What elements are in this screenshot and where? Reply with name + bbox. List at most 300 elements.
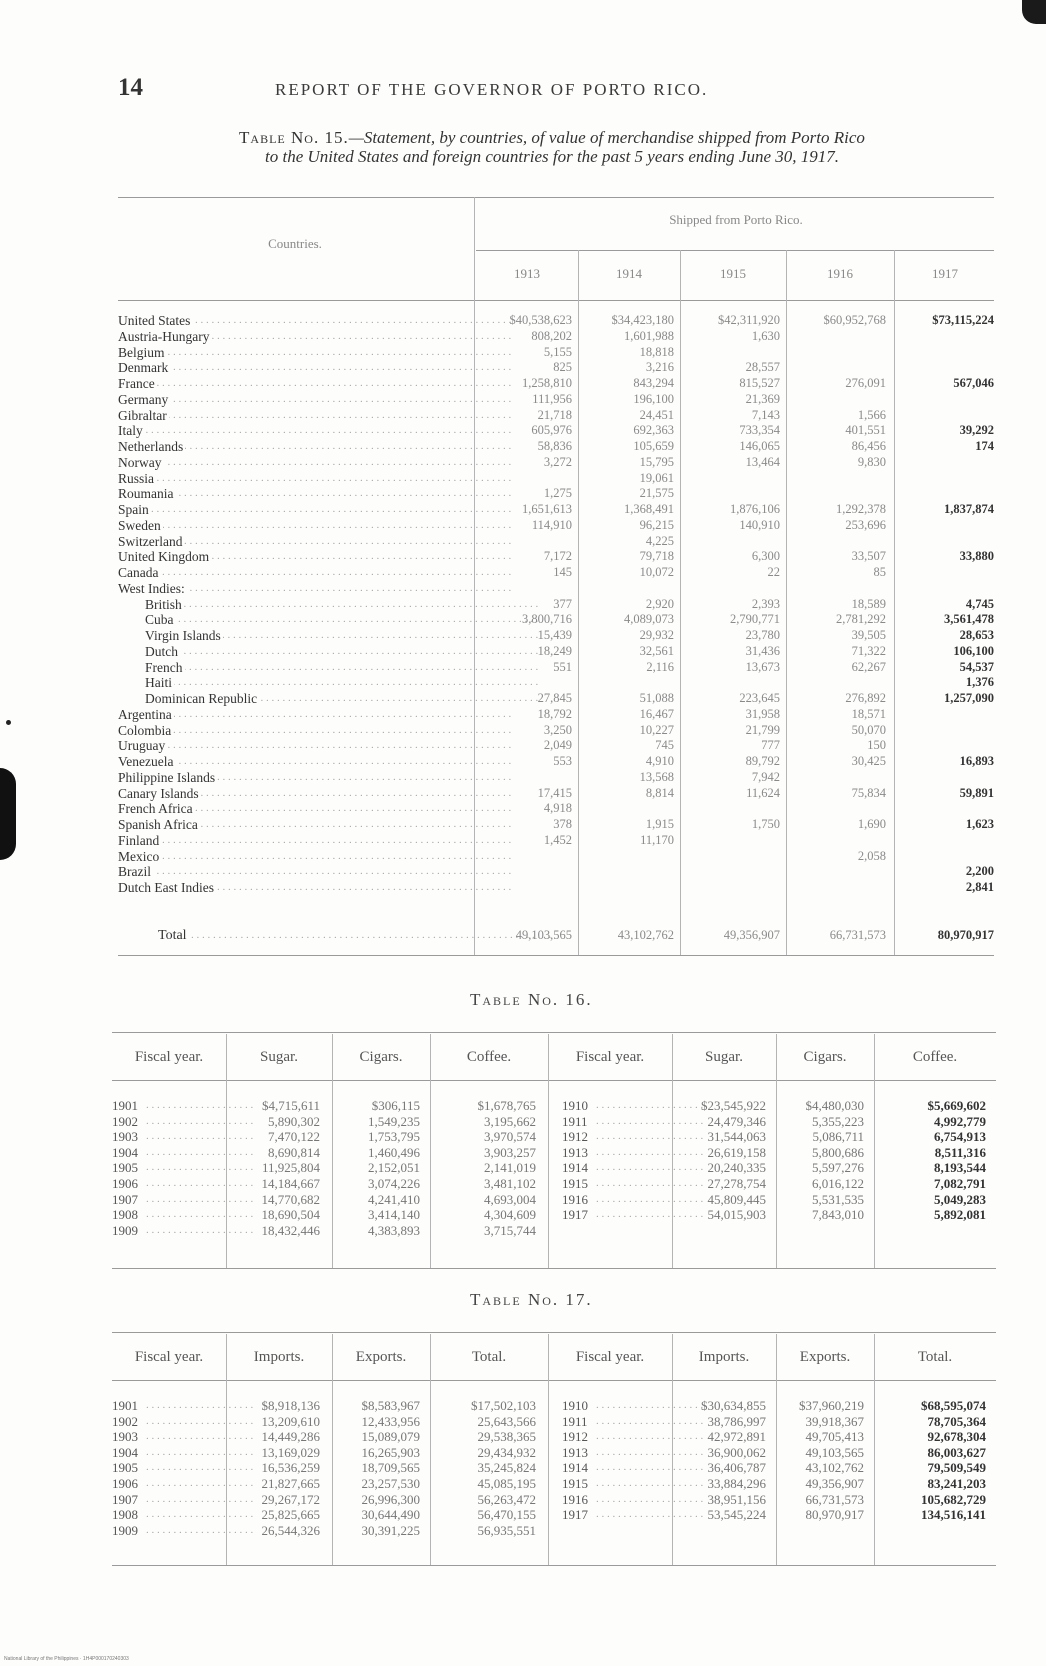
- table15-total-cell: 49,103,565: [515, 928, 572, 942]
- table16-fiscal-year: 1901: [112, 1098, 138, 1113]
- table15-value-cell: 11,170: [640, 833, 674, 847]
- table15-value-cell: 85: [873, 565, 886, 579]
- table15-value-cell: 1,601,988: [624, 329, 674, 343]
- table17-fiscal-year: 1901: [112, 1398, 138, 1413]
- table16-sugar-cell: 14,184,667: [261, 1176, 320, 1191]
- table15-label: Table No. 15.: [239, 128, 349, 147]
- table15-value-cell: 33,507: [851, 549, 886, 563]
- table17-leader-dots: . . . . . . . . . . . . . . . . . . . .: [596, 1493, 704, 1505]
- table15-value-cell: 7,172: [543, 549, 572, 563]
- table16-cigars-cell: 4,383,893: [368, 1223, 420, 1238]
- table17-total-cell: 45,085,195: [477, 1476, 536, 1491]
- table15-value-cell: 843,294: [633, 376, 674, 390]
- table15-value-cell: 39,505: [851, 628, 886, 642]
- table16-sugar-cell: 18,432,446: [261, 1223, 320, 1238]
- table15-bottom-rule: [118, 955, 994, 956]
- table15-value-cell: 9,830: [857, 455, 886, 469]
- table15-country-label: Gibraltar . . .: [118, 408, 470, 424]
- table16-coffee-cell: 5,892,081: [934, 1207, 986, 1222]
- table15-value-cell: 96,215: [639, 518, 674, 532]
- table17-total-cell: 56,263,472: [477, 1492, 536, 1507]
- table16-leader-dots: . . . . . . . . . . . . . . . . . . . .: [146, 1146, 254, 1158]
- table15-value-cell: 31,958: [745, 707, 780, 721]
- table15-value-cell: 33,880: [959, 549, 994, 563]
- table15-value-cell: $73,115,224: [932, 313, 994, 327]
- table16-coffee-cell: $1,678,765: [477, 1098, 536, 1113]
- table15-value-cell: 605,976: [531, 423, 572, 437]
- table15-value-cell: 23,780: [745, 628, 780, 642]
- table16-column-header: Coffee.: [466, 1049, 512, 1065]
- table15-value-cell: 1,630: [751, 329, 780, 343]
- table17-column-header: Total.: [471, 1349, 507, 1365]
- table16-fiscal-year: 1909: [112, 1223, 138, 1238]
- table16-fiscal-year: 1917: [562, 1207, 588, 1222]
- table16-cigars-cell: 5,800,686: [812, 1145, 864, 1160]
- table16-coffee-cell: 8,193,544: [934, 1160, 986, 1175]
- table15-country-label: Denmark . . .: [118, 360, 470, 376]
- table16-fiscal-year: 1912: [562, 1129, 588, 1144]
- table17-imports-cell: 29,267,172: [261, 1492, 320, 1507]
- table15-value-cell: 13,464: [745, 455, 780, 469]
- table15-value-cell: 733,354: [739, 423, 780, 437]
- table17-total-cell: 35,245,824: [477, 1460, 536, 1475]
- table15-value-cell: 11,624: [746, 786, 780, 800]
- table17-imports-cell: 13,169,029: [261, 1445, 320, 1460]
- table15-value-cell: 401,551: [845, 423, 886, 437]
- table15-value-cell: 3,216: [645, 360, 674, 374]
- table15-country-label: Haiti . . .: [145, 675, 470, 691]
- table15-value-cell: 50,070: [851, 723, 886, 737]
- table16-sugar-cell: 7,470,122: [268, 1129, 320, 1144]
- table16-cigars-cell: 1,753,795: [368, 1129, 420, 1144]
- table15-value-cell: $34,423,180: [611, 313, 674, 327]
- table16-fiscal-year: 1915: [562, 1176, 588, 1191]
- table16-fiscal-year: 1916: [562, 1192, 588, 1207]
- table17-fiscal-year: 1913: [562, 1445, 588, 1460]
- table15-value-cell: 13,673: [745, 660, 780, 674]
- table17-fiscal-year: 1916: [562, 1492, 588, 1507]
- table15-total-cell: 66,731,573: [829, 928, 886, 942]
- table16-sugar-cell: 5,890,302: [268, 1114, 320, 1129]
- table15-value-cell: 1,452: [543, 833, 572, 847]
- table15-year-header: 1917: [932, 266, 958, 281]
- table17-exports-cell: 30,644,490: [361, 1507, 420, 1522]
- table15-country-label: Venezuela . . .: [118, 754, 470, 770]
- table17-total-cell: 56,470,155: [477, 1507, 536, 1522]
- table16-column-header: Cigars.: [359, 1049, 403, 1065]
- table15-value-cell: 28,653: [959, 628, 994, 642]
- table15-total-cell: 43,102,762: [617, 928, 674, 942]
- table17-total-cell: 25,643,566: [477, 1414, 536, 1429]
- table15-value-cell: 551: [553, 660, 572, 674]
- table15-value-cell: 3,561,478: [944, 612, 994, 626]
- table17-leader-dots: . . . . . . . . . . . . . . . . . . . .: [596, 1430, 704, 1442]
- table15-value-cell: 89,792: [745, 754, 780, 768]
- table15-value-cell: 4,910: [645, 754, 674, 768]
- table17-total-cell: 86,003,627: [927, 1445, 986, 1460]
- table15-value-cell: 29,932: [639, 628, 674, 642]
- table17-imports-cell: 13,209,610: [261, 1414, 320, 1429]
- table15-value-cell: 1,258,810: [522, 376, 572, 390]
- table17-fiscal-year: 1903: [112, 1429, 138, 1444]
- table16-sugar-cell: 18,690,504: [261, 1207, 320, 1222]
- table17-column-header: Imports.: [253, 1349, 305, 1365]
- table16-sugar-cell: 8,690,814: [268, 1145, 320, 1160]
- table15-total-cell: 80,970,917: [937, 928, 994, 942]
- scan-credit: National Library of the Philippines · 1H4P000170240303: [4, 1656, 129, 1662]
- table15-value-cell: 1,915: [645, 817, 674, 831]
- table15-value-cell: 19,061: [639, 471, 674, 485]
- table15-group-header: Shipped from Porto Rico.: [669, 212, 803, 227]
- table15-value-cell: 18,571: [851, 707, 886, 721]
- table15-value-cell: 4,225: [645, 534, 674, 548]
- table17-imports-cell: $30,634,855: [701, 1398, 766, 1413]
- table15-value-cell: 808,202: [531, 329, 572, 343]
- table15-country-label: Russia . . .: [118, 471, 470, 487]
- table15-country-label: Dominican Republic . . .: [145, 691, 470, 707]
- table15-country-label: French . . .: [145, 660, 470, 676]
- table17-imports-cell: 25,825,665: [261, 1507, 320, 1522]
- table17-total-cell: $17,502,103: [471, 1398, 536, 1413]
- table15-country-label: Dutch East Indies . . .: [118, 880, 470, 896]
- scan-edge-shadow: [1022, 0, 1046, 24]
- table17-total-cell: 79,509,549: [927, 1460, 986, 1475]
- table16-fiscal-year: 1906: [112, 1176, 138, 1191]
- table16-cigars-cell: 1,460,496: [368, 1145, 420, 1160]
- table17-column-header: Exports.: [355, 1349, 407, 1365]
- table15-total-cell: 49,356,907: [723, 928, 780, 942]
- table17-leader-dots: . . . . . . . . . . . . . . . . . . . .: [146, 1508, 254, 1520]
- table16-sugar-cell: 54,015,903: [707, 1207, 766, 1222]
- table16-coffee-cell: 2,141,019: [484, 1160, 536, 1175]
- table15-value-cell: 39,292: [959, 423, 994, 437]
- table15-value-cell: 1,837,874: [944, 502, 994, 516]
- table15-value-cell: 825: [553, 360, 572, 374]
- table15-country-label: Switzerland . . .: [118, 534, 470, 550]
- table17-column-header: Imports.: [698, 1349, 750, 1365]
- table17-exports-cell: 15,089,079: [361, 1429, 420, 1444]
- table15-value-cell: 7,942: [751, 770, 780, 784]
- table15-value-cell: 378: [553, 817, 572, 831]
- table15-value-cell: 2,790,771: [730, 612, 780, 626]
- table17-column-header: Total.: [917, 1349, 953, 1365]
- table15-value-cell: 27,845: [537, 691, 572, 705]
- table16-sugar-cell: 11,925,804: [261, 1160, 320, 1175]
- table17-fiscal-year: 1904: [112, 1445, 138, 1460]
- table16-leader-dots: . . . . . . . . . . . . . . . . . . . .: [146, 1099, 254, 1111]
- table15-value-cell: 8,814: [645, 786, 674, 800]
- table16-top-rule: [112, 1032, 996, 1033]
- table16-cigars-cell: 5,531,535: [812, 1192, 864, 1207]
- table17-col-rule: [548, 1334, 549, 1565]
- table15-value-cell: 2,116: [646, 660, 674, 674]
- table16-cigars-cell: 5,597,276: [812, 1160, 864, 1175]
- table16-leader-dots: . . . . . . . . . . . . . . . . . . . .: [146, 1115, 254, 1127]
- table16-cigars-cell: $4,480,030: [805, 1098, 864, 1113]
- scan-binding-shadow: [0, 768, 16, 860]
- table15-country-label: France . . .: [118, 376, 470, 392]
- table15-title-line1: —Statement, by countries, of value of merchandise shipped from Porto Rico: [348, 128, 865, 147]
- table15-value-cell: 111,956: [532, 392, 572, 406]
- table17-leader-dots: . . . . . . . . . . . . . . . . . . . .: [146, 1430, 254, 1442]
- table15-top-rule: [118, 197, 994, 198]
- table15-value-cell: 1,566: [857, 408, 886, 422]
- table15-country-label: Austria-Hungary . . .: [118, 329, 470, 345]
- table15-country-label: United Kingdom . . .: [118, 549, 470, 565]
- table15-value-cell: 51,088: [639, 691, 674, 705]
- table16-coffee-cell: 6,754,913: [934, 1129, 986, 1144]
- table17-imports-cell: 16,536,259: [261, 1460, 320, 1475]
- table15-value-cell: 13,568: [639, 770, 674, 784]
- table15-value-cell: 692,363: [633, 423, 674, 437]
- table15-value-cell: 2,841: [965, 880, 994, 894]
- table16-cigars-cell: 4,241,410: [368, 1192, 420, 1207]
- table15-value-cell: 21,575: [639, 486, 674, 500]
- table15-value-cell: 18,249: [537, 644, 572, 658]
- table16-fiscal-year: 1913: [562, 1145, 588, 1160]
- table15-country-label: Brazil . . .: [118, 864, 470, 880]
- table16-coffee-cell: 3,970,574: [484, 1129, 536, 1144]
- table15-value-cell: 140,910: [739, 518, 780, 532]
- table15-value-cell: 22: [767, 565, 780, 579]
- table17-column-header: Exports.: [799, 1349, 851, 1365]
- table16-sugar-cell: 14,770,682: [261, 1192, 320, 1207]
- table15-value-cell: 4,918: [543, 801, 572, 815]
- table15-country-label: Mexico . . .: [118, 849, 470, 865]
- table17-leader-dots: . . . . . . . . . . . . . . . . . . . .: [596, 1399, 704, 1411]
- table15-value-cell: 16,467: [639, 707, 674, 721]
- table15-value-cell: 105,659: [633, 439, 674, 453]
- table16-coffee-cell: 4,693,004: [484, 1192, 536, 1207]
- table17-fiscal-year: 1908: [112, 1507, 138, 1522]
- table15-value-cell: 1,623: [965, 817, 994, 831]
- table16-leader-dots: . . . . . . . . . . . . . . . . . . . .: [596, 1208, 704, 1220]
- table15-value-cell: 1,376: [965, 675, 994, 689]
- table15-value-cell: 10,072: [639, 565, 674, 579]
- table15-value-cell: 15,439: [537, 628, 572, 642]
- table16-sugar-cell: 27,278,754: [707, 1176, 766, 1191]
- table15-value-cell: 276,091: [845, 376, 886, 390]
- table17-imports-cell: 53,545,224: [707, 1507, 766, 1522]
- table16-sugar-cell: 20,240,335: [707, 1160, 766, 1175]
- table16-coffee-cell: 7,082,791: [934, 1176, 986, 1191]
- table15-value-cell: 17,415: [537, 786, 572, 800]
- table16-coffee-cell: 8,511,316: [934, 1145, 986, 1160]
- table17-exports-cell: 49,356,907: [805, 1476, 864, 1491]
- table16-sugar-cell: 31,544,063: [707, 1129, 766, 1144]
- table15-countries-header: Countries.: [268, 236, 322, 251]
- table17-imports-cell: 38,951,156: [707, 1492, 766, 1507]
- table17-total-cell: 29,434,932: [477, 1445, 536, 1460]
- page-number: 14: [118, 74, 143, 101]
- table15-country-label: Netherlands . . .: [118, 439, 470, 455]
- table17-leader-dots: . . . . . . . . . . . . . . . . . . . .: [146, 1415, 254, 1427]
- table15-total-label: Total . . .: [158, 928, 468, 944]
- table15-country-label: Canada . . .: [118, 565, 470, 581]
- table16-column-header: Sugar.: [260, 1049, 298, 1065]
- table15-value-cell: 1,275: [543, 486, 572, 500]
- table15-value-cell: 28,557: [745, 360, 780, 374]
- table17-exports-cell: 80,970,917: [805, 1507, 864, 1522]
- table15-value-cell: 10,227: [639, 723, 674, 737]
- table16-cigars-cell: 5,086,711: [812, 1129, 864, 1144]
- table16-fiscal-year: 1903: [112, 1129, 138, 1144]
- table17-fiscal-year: 1905: [112, 1460, 138, 1475]
- table16-leader-dots: . . . . . . . . . . . . . . . . . . . .: [596, 1177, 704, 1189]
- table15-value-cell: 815,527: [739, 376, 780, 390]
- table17-leader-dots: . . . . . . . . . . . . . . . . . . . .: [596, 1415, 704, 1427]
- table16-coffee-cell: 5,049,283: [934, 1192, 986, 1207]
- table15-year-header: 1913: [514, 266, 540, 281]
- table15-value-cell: 553: [553, 754, 572, 768]
- table15-value-cell: 1,876,106: [730, 502, 780, 516]
- table17-fiscal-year: 1902: [112, 1414, 138, 1429]
- table16-coffee-cell: 3,481,102: [484, 1176, 536, 1191]
- table16-cigars-cell: 7,843,010: [812, 1207, 864, 1222]
- table16-leader-dots: . . . . . . . . . . . . . . . . . . . .: [596, 1193, 704, 1205]
- table17-leader-dots: . . . . . . . . . . . . . . . . . . . .: [146, 1461, 254, 1473]
- table15-value-cell: 1,368,491: [624, 502, 674, 516]
- table15-value-cell: 31,436: [745, 644, 780, 658]
- table15-value-cell: 777: [761, 738, 780, 752]
- table17-exports-cell: $37,960,219: [799, 1398, 864, 1413]
- table15-value-cell: 1,651,613: [522, 502, 572, 516]
- table16-sugar-cell: $23,545,922: [701, 1098, 766, 1113]
- table15-country-label: Cuba . . .: [145, 612, 470, 628]
- table15-value-cell: 18,818: [639, 345, 674, 359]
- table17-fiscal-year: 1917: [562, 1507, 588, 1522]
- table15-country-label: Germany . . .: [118, 392, 470, 408]
- table15-value-cell: 4,745: [965, 597, 994, 611]
- table16-column-header: Coffee.: [912, 1049, 958, 1065]
- table17-bottom-rule: [112, 1565, 996, 1566]
- table17-total-cell: 78,705,364: [927, 1414, 986, 1429]
- table15-value-cell: 145: [553, 565, 572, 579]
- table15-value-cell: 62,267: [851, 660, 886, 674]
- table16-column-header: Fiscal year.: [575, 1049, 645, 1065]
- table15-value-cell: 377: [553, 597, 572, 611]
- table15-value-cell: 3,800,716: [522, 612, 572, 626]
- table15-value-cell: 150: [867, 738, 886, 752]
- table17-exports-cell: 66,731,573: [805, 1492, 864, 1507]
- table15-country-label: United States . . .: [118, 313, 470, 329]
- table15-country-label: Belgium . . .: [118, 345, 470, 361]
- table15-country-label: Sweden . . .: [118, 518, 470, 534]
- table17-exports-cell: 43,102,762: [805, 1460, 864, 1475]
- table15-value-cell: 7,143: [751, 408, 780, 422]
- table16-col-rule: [548, 1034, 549, 1268]
- table15-title-line2: to the United States and foreign countries for the past 5 years ending June 30, 1917.: [265, 147, 839, 166]
- table16-cigars-cell: 2,152,051: [368, 1160, 420, 1175]
- table15-value-cell: 32,561: [639, 644, 674, 658]
- table15-value-cell: 3,272: [543, 455, 572, 469]
- table15-country-label: British . . .: [145, 597, 470, 613]
- table15-value-cell: 2,049: [543, 738, 572, 752]
- table15-col-rule: [578, 250, 579, 955]
- table15-value-cell: 16,893: [959, 754, 994, 768]
- table17-exports-cell: 39,918,367: [805, 1414, 864, 1429]
- table15-value-cell: 223,645: [739, 691, 780, 705]
- table15-value-cell: 106,100: [953, 644, 994, 658]
- table15-value-cell: 24,451: [639, 408, 674, 422]
- table17-exports-cell: 16,265,903: [361, 1445, 420, 1460]
- table17-fiscal-year: 1915: [562, 1476, 588, 1491]
- table17-leader-dots: . . . . . . . . . . . . . . . . . . . .: [596, 1477, 704, 1489]
- table15-value-cell: 15,795: [639, 455, 674, 469]
- table15-value-cell: 58,836: [537, 439, 572, 453]
- table17-leader-dots: . . . . . . . . . . . . . . . . . . . .: [146, 1399, 254, 1411]
- table15-value-cell: 1,750: [751, 817, 780, 831]
- table17-fiscal-year: 1906: [112, 1476, 138, 1491]
- table17-exports-cell: 49,103,565: [805, 1445, 864, 1460]
- table17-leader-dots: . . . . . . . . . . . . . . . . . . . .: [596, 1461, 704, 1473]
- table15-value-cell: 2,393: [751, 597, 780, 611]
- table16-coffee-cell: 3,903,257: [484, 1145, 536, 1160]
- table15-value-cell: $42,311,920: [717, 313, 780, 327]
- table16-cigars-cell: 3,074,226: [368, 1176, 420, 1191]
- table17-exports-cell: 12,433,956: [361, 1414, 420, 1429]
- table16-coffee-cell: 4,992,779: [934, 1114, 986, 1129]
- table15-caption: [112, 128, 992, 166]
- table17-leader-dots: . . . . . . . . . . . . . . . . . . . .: [146, 1524, 254, 1536]
- table15-value-cell: 79,718: [639, 549, 674, 563]
- table15-country-label: Finland . . .: [118, 833, 470, 849]
- table16-leader-dots: . . . . . . . . . . . . . . . . . . . .: [596, 1130, 704, 1142]
- table16-coffee-cell: 3,195,662: [484, 1114, 536, 1129]
- table16-fiscal-year: 1905: [112, 1160, 138, 1175]
- table16-column-header: Cigars.: [803, 1049, 847, 1065]
- table17-top-rule: [112, 1332, 996, 1333]
- table16-bottom-rule: [112, 1268, 996, 1269]
- table15-country-label: Spanish Africa . . .: [118, 817, 470, 833]
- table16-leader-dots: . . . . . . . . . . . . . . . . . . . .: [146, 1130, 254, 1142]
- table17-exports-cell: 30,391,225: [361, 1523, 420, 1538]
- table16-sugar-cell: $4,715,611: [261, 1098, 320, 1113]
- table17-leader-dots: . . . . . . . . . . . . . . . . . . . .: [146, 1493, 254, 1505]
- scan-speck: [6, 720, 11, 725]
- table15-col-rule: [680, 250, 681, 955]
- table17-total-cell: 56,935,551: [477, 1523, 536, 1538]
- table15-year-header: 1916: [827, 266, 853, 281]
- table15-country-label: Dutch . . .: [145, 644, 470, 660]
- table17-fiscal-year: 1909: [112, 1523, 138, 1538]
- table17-imports-cell: 38,786,997: [707, 1414, 766, 1429]
- table16-cigars-cell: $306,115: [371, 1098, 420, 1113]
- table17-total-cell: 105,682,729: [921, 1492, 986, 1507]
- table16-leader-dots: . . . . . . . . . . . . . . . . . . . .: [146, 1193, 254, 1205]
- table17-fiscal-year: 1911: [562, 1414, 588, 1429]
- table16-sugar-cell: 26,619,158: [707, 1145, 766, 1160]
- table16-cigars-cell: 6,016,122: [812, 1176, 864, 1191]
- table15-value-cell: 114,910: [531, 518, 572, 532]
- table17-total-cell: 92,678,304: [927, 1429, 986, 1444]
- table15-country-label: Roumania . . .: [118, 486, 470, 502]
- table17-exports-cell: 26,996,300: [361, 1492, 420, 1507]
- table15-value-cell: 2,781,292: [836, 612, 886, 626]
- table15-value-cell: 54,537: [959, 660, 994, 674]
- table15-value-cell: 30,425: [851, 754, 886, 768]
- table15-country-label: Norway . . .: [118, 455, 470, 471]
- table15-country-label: Argentina . . .: [118, 707, 470, 723]
- table15-value-cell: 174: [975, 439, 994, 453]
- table17-imports-cell: 21,827,665: [261, 1476, 320, 1491]
- table17-total-cell: 83,241,203: [927, 1476, 986, 1491]
- table17-fiscal-year: 1912: [562, 1429, 588, 1444]
- table17-imports-cell: 33,884,296: [707, 1476, 766, 1491]
- table17-total-cell: $68,595,074: [921, 1398, 986, 1413]
- table15-value-cell: 18,792: [537, 707, 572, 721]
- table15-year-header: 1915: [720, 266, 746, 281]
